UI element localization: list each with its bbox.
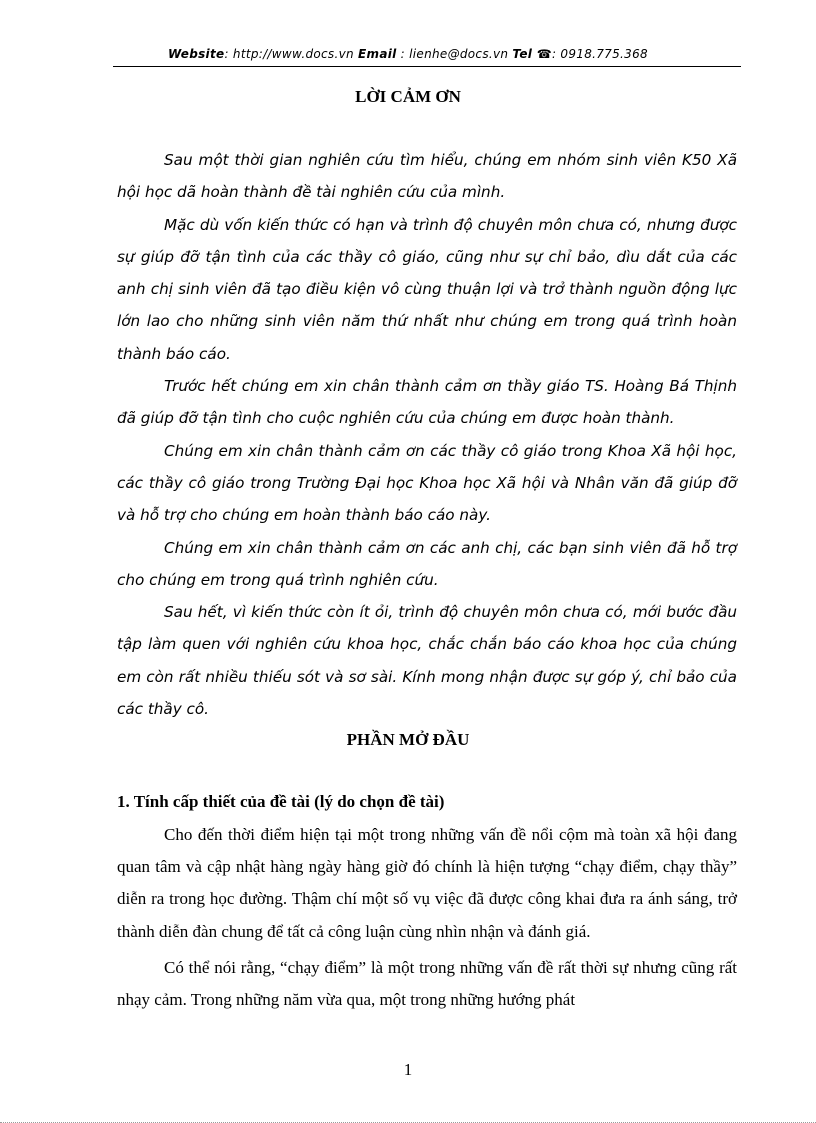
ack-paragraph: Mặc dù vốn kiến thức có hạn và trình độ chuyên môn chưa có, nhưng được sự giúp đỡ tận tình của các thầy cô giáo, cũng như sự chỉ bảo, dìu dắt của các anh chị sinh viên đã tạo điều kiện vô cùng thuận lợi và trở thành nguồn động lực lớn lao cho những sinh viên năm thứ nhất như chúng em trong quá trình hoàn thành báo cáo. xyxy=(117,215,737,363)
intro-paragraph: Cho đến thời điểm hiện tại một trong những vấn đề nổi cộm mà toàn xã hội đang quan tâm và cập nhật hàng ngày hàng giờ đó chính là hiện tượng “chạy điểm, chạy thầy” diễn ra trong học đường. Thậm chí một số vụ việc đã được công khai đưa ra ánh sáng, trở thành diễn đàn chung để tất cả công luận cùng nhìn nhận và đánh giá. xyxy=(117,825,737,941)
ack-paragraph: Chúng em xin chân thành cảm ơn các thầy cô giáo trong Khoa Xã hội học, các thầy cô giáo trong Trường Đại học Khoa học Xã hội và Nhân văn đã giúp đỡ và hỗ trợ cho chúng em hoàn thành báo cáo này. xyxy=(117,441,737,525)
header-divider xyxy=(113,66,741,67)
acknowledgement-title: LỜI CẢM ƠN xyxy=(355,87,461,106)
intro-title: PHẦN MỞ ĐẦU xyxy=(346,730,470,749)
page-header xyxy=(0,47,816,61)
ack-paragraph: Sau một thời gian nghiên cứu tìm hiểu, chúng em nhóm sinh viên K50 Xã hội học dã hoàn thành đề tài nghiên cứu của mình. xyxy=(117,151,737,202)
ack-paragraph: Chúng em xin chân thành cảm ơn các anh chị, các bạn sinh viên đã hỗ trợ cho chúng em trong quá trình nghiên cứu. xyxy=(117,538,737,589)
ack-paragraph: Sau hết, vì kiến thức còn ít ỏi, trình độ chuyên môn chưa có, mới bước đầu tập làm quen với nghiên cứu khoa học, chắc chắn báo cáo khoa học của chúng em còn rất nhiều thiếu sót và sơ sài. Kính mong nhận được sự góp ý, chỉ bảo của các thầy cô. xyxy=(117,603,737,719)
email-value: : lienhe@docs.vn xyxy=(396,47,513,61)
acknowledgement-body xyxy=(117,144,737,725)
website-value: : http://www.docs.vn xyxy=(224,47,359,61)
tel-value: : 0918.775.368 xyxy=(551,47,648,61)
ack-paragraph: Trước hết chúng em xin chân thành cảm ơn thầy giáo TS. Hoàng Bá Thịnh đã giúp đỡ tận tình cho cuộc nghiên cứu của chúng em được hoàn thành. xyxy=(117,377,737,428)
intro-paragraph: Có thể nói rằng, “chạy điểm” là một trong những vấn đề rất thời sự nhưng cũng rất nhạy cảm. Trong những năm vừa qua, một trong những hướng phát xyxy=(117,957,737,1010)
intro-body xyxy=(117,819,737,1016)
section-heading: 1. Tính cấp thiết của đề tài (lý do chọn đề tài) xyxy=(117,792,445,811)
tel-label: Tel ☎ xyxy=(512,47,552,61)
email-label: Email xyxy=(358,47,397,61)
page-number: 1 xyxy=(403,1060,413,1079)
website-label: Website xyxy=(168,47,225,61)
